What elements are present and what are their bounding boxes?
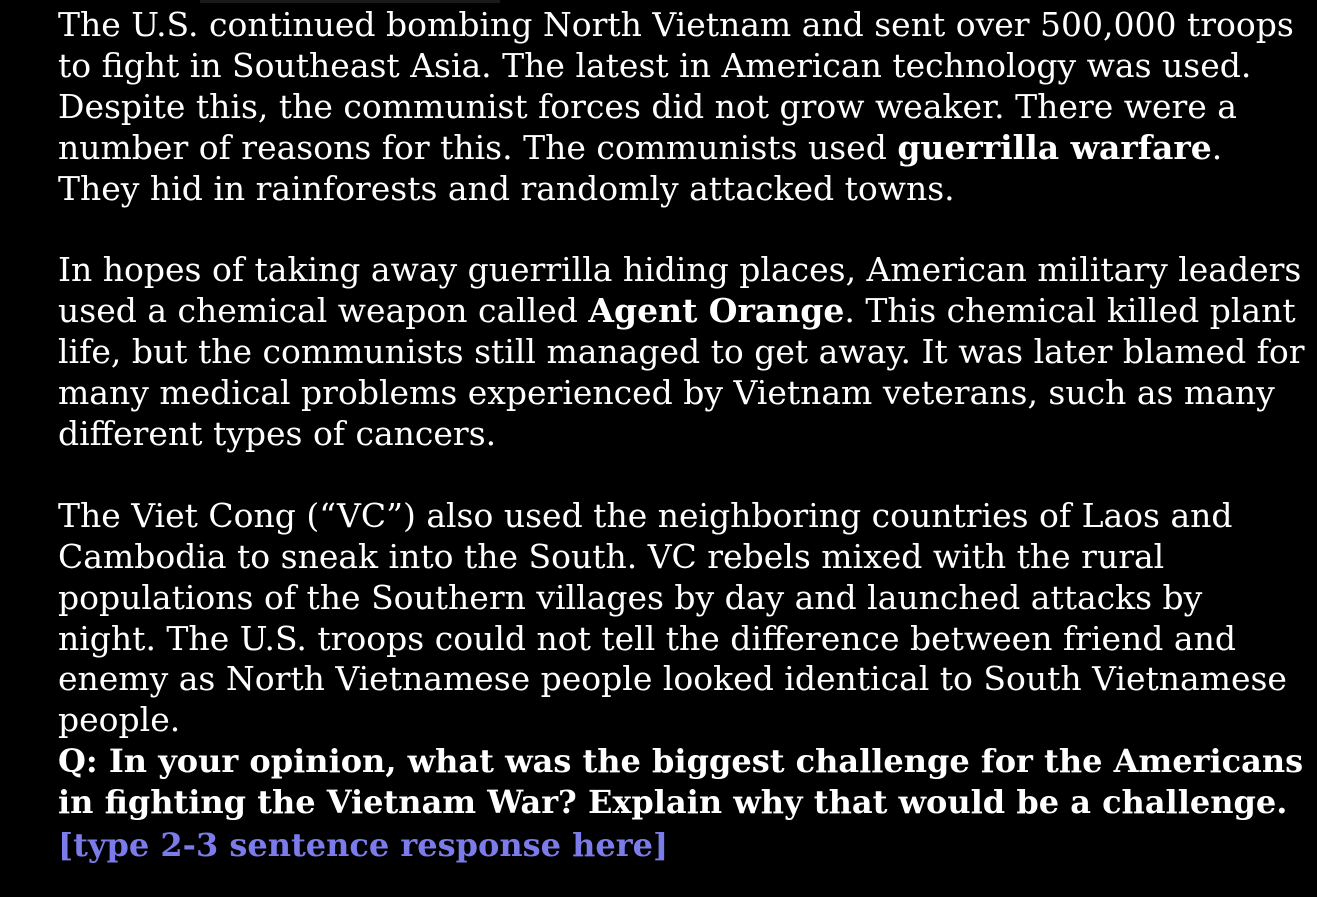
paragraph-text: . They hid in rainforests and randomly attacked towns.: [58, 127, 1223, 208]
paragraph-agent-orange: [58, 250, 1308, 455]
top-edge-divider: [200, 0, 500, 3]
paragraph-text: . This chemical killed plant life, but the communists still managed to get away. It was later blamed for many medical problems experienced by Vietnam veterans, such as many different types of cancers.: [58, 291, 1305, 454]
response-placeholder-field[interactable]: [type 2-3 sentence response here]: [58, 826, 669, 865]
paragraph-text: In hopes of taking away guerrilla hiding places, American military leaders used a chemical weapon called: [58, 250, 1302, 331]
paragraph-spacer: [58, 210, 1308, 251]
paragraph-guerrilla-warfare: [58, 5, 1308, 210]
paragraph-text: The U.S. continued bombing North Vietnam and sent over 500,000 troops to fight in Southeast Asia. The latest in American technology was used. Despite this, the communist forces did not grow weaker. There were a number of reasons for this. The communists used: [58, 5, 1294, 167]
paragraph-text: The Viet Cong (“VC”) also used the neighboring countries of Laos and Cambodia to sneak into the South. VC rebels mixed with the rural populations of the Southern villages by day and launched attacks by night. The U.S. troops could not tell the difference between friend and enemy as North Vietnamese people looked identical to South Vietnamese people.: [58, 495, 1287, 740]
question-prompt: Q: In your opinion, what was the biggest challenge for the Americans in fighting the Vietnam War? Explain why that would be a challenge.: [58, 742, 1304, 822]
paragraph-viet-cong: [58, 496, 1308, 741]
term-guerrilla-warfare: guerrilla warfare: [897, 127, 1212, 167]
document-page: [58, 5, 1308, 867]
paragraph-spacer: [58, 455, 1308, 496]
term-agent-orange: Agent Orange: [588, 291, 845, 331]
